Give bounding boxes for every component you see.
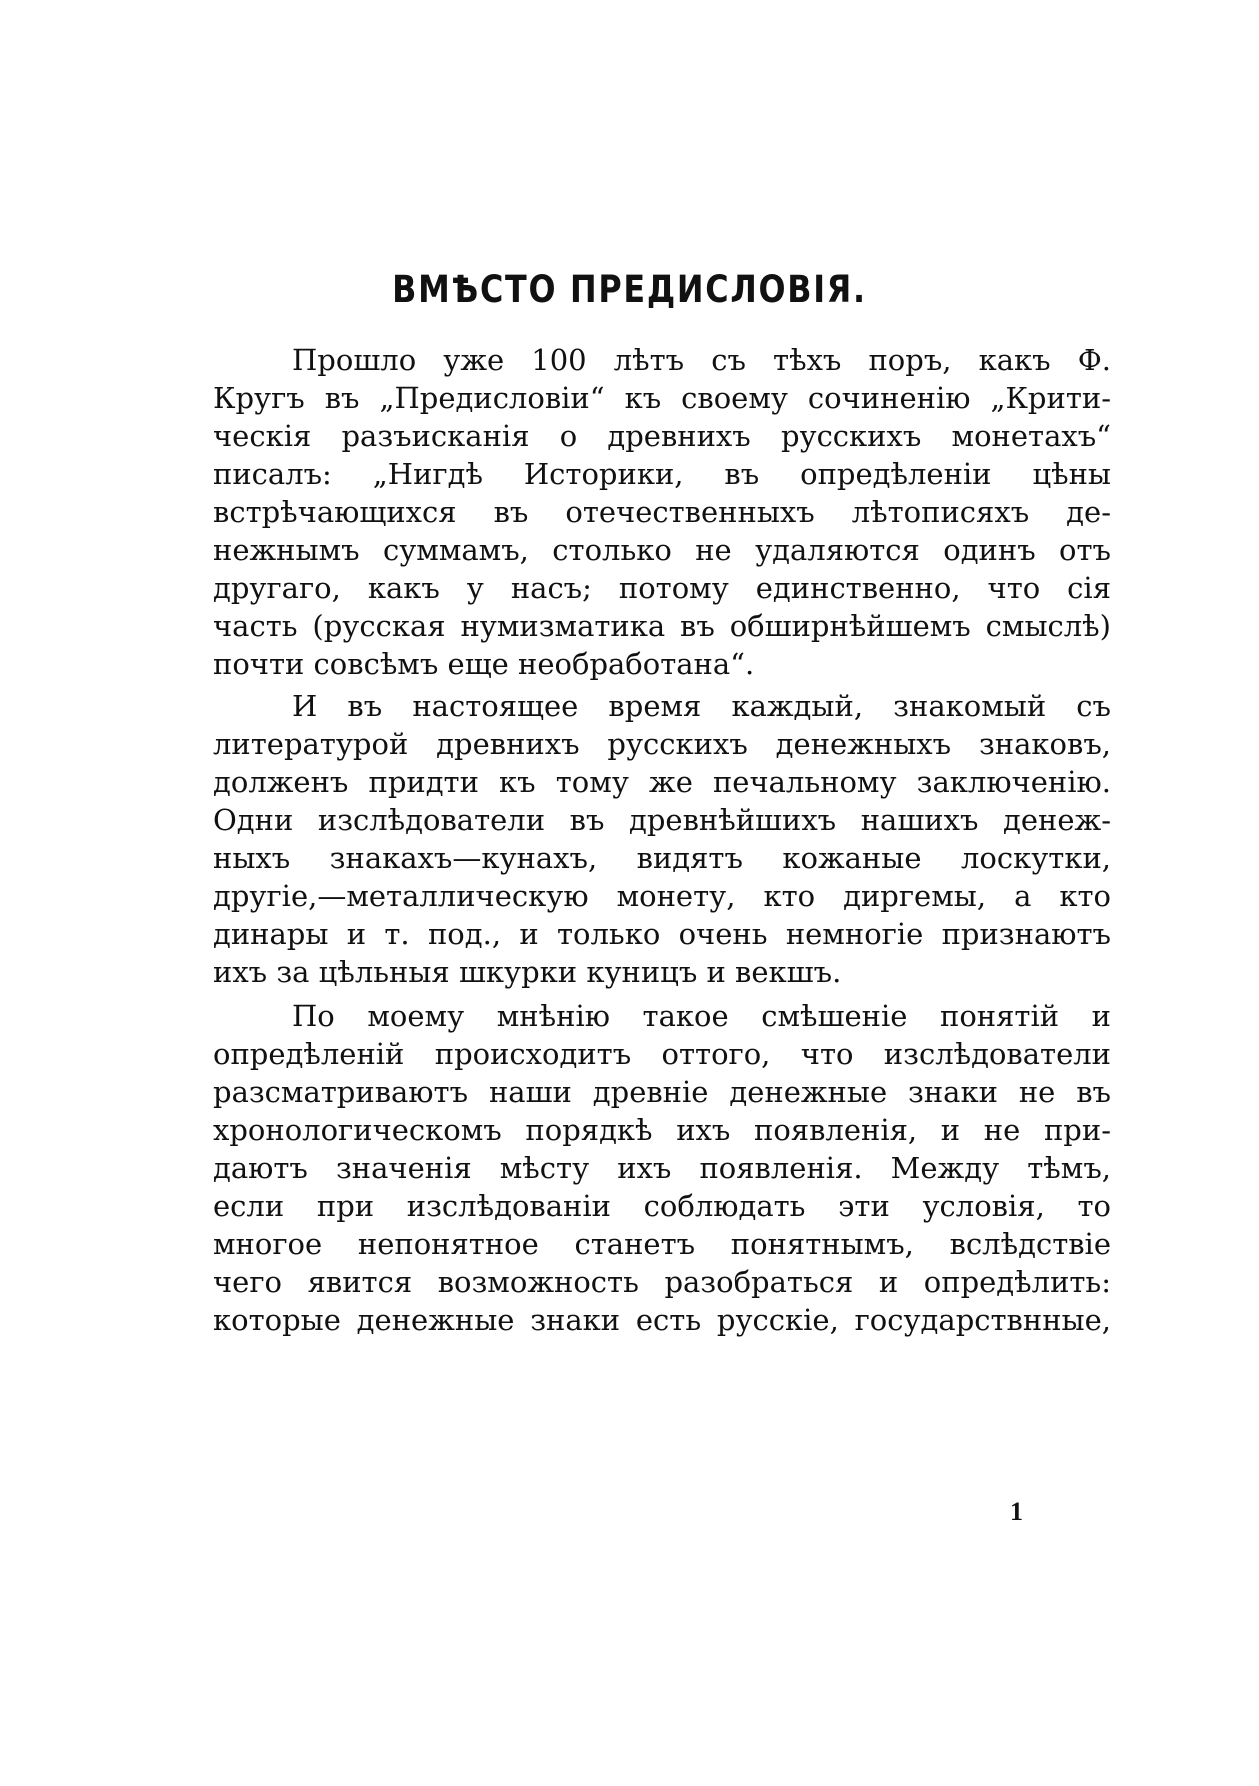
text-line: долженъ придти къ тому же печальному заключенію. xyxy=(213,765,1111,799)
text-line: ческія разъисканія о древнихъ русскихъ монетахъ“ xyxy=(213,419,1111,453)
text-line: литературой древнихъ русскихъ денежныхъ знаковъ, xyxy=(213,727,1111,761)
text-line: если при изслѣдованіи соблюдать эти условія, то xyxy=(213,1189,1111,1223)
text-line: динары и т. под., и только очень немногіе признаютъ xyxy=(213,917,1111,951)
text-line: писалъ: „Нигдѣ Историки, въ опредѣленіи цѣны xyxy=(213,457,1111,491)
text-line: почти совсѣмъ еще необработана“. xyxy=(213,647,755,681)
text-line: ихъ за цѣльныя шкурки куницъ и векшъ. xyxy=(213,955,842,989)
page-number: 1 xyxy=(1010,1497,1023,1526)
text-line: чего явится возможность разобраться и опредѣлить: xyxy=(213,1265,1111,1299)
text-line: Одни изслѣдователи въ древнѣйшихъ нашихъ денеж- xyxy=(213,803,1111,837)
text-line: опредѣленій происходитъ оттого, что изслѣдователи xyxy=(213,1037,1111,1071)
text-line: ныхъ знакахъ—кунахъ, видятъ кожаные лоскутки, xyxy=(213,841,1111,875)
text-line: И въ настоящее время каждый, знакомый съ xyxy=(292,689,1111,723)
text-line: которые денежные знаки есть русскіе, государствнные, xyxy=(213,1303,1111,1337)
text-line: даютъ значенія мѣсту ихъ появленія. Между тѣмъ, xyxy=(213,1151,1111,1185)
text-line: другіе,—металлическую монету, кто диргемы, а кто xyxy=(213,879,1111,913)
text-line: встрѣчающихся въ отечественныхъ лѣтописяхъ де- xyxy=(213,495,1111,529)
text-line: другаго, какъ у насъ; потому единственно, что сія xyxy=(213,571,1111,605)
text-line: многое непонятное станетъ понятнымъ, вслѣдствіе xyxy=(213,1227,1111,1261)
text-line: По моему мнѣнію такое смѣшеніе понятій и xyxy=(292,999,1111,1033)
chapter-heading: ВМѢСТО ПРЕДИСЛОВІЯ. xyxy=(392,268,867,311)
text-line: Прошло уже 100 лѣтъ съ тѣхъ поръ, какъ Ф. xyxy=(292,343,1111,377)
text-line: нежнымъ суммамъ, столько не удаляются одинъ отъ xyxy=(213,533,1111,567)
text-line: часть (русская нумизматика въ обширнѣйшемъ смыслѣ) xyxy=(213,609,1111,643)
text-line: хронологическомъ порядкѣ ихъ появленія, и не при- xyxy=(213,1113,1111,1147)
text-line: Кругъ въ „Предисловіи“ къ своему сочиненію „Крити- xyxy=(213,381,1111,415)
text-line: разсматриваютъ наши древніе денежные знаки не въ xyxy=(213,1075,1111,1109)
